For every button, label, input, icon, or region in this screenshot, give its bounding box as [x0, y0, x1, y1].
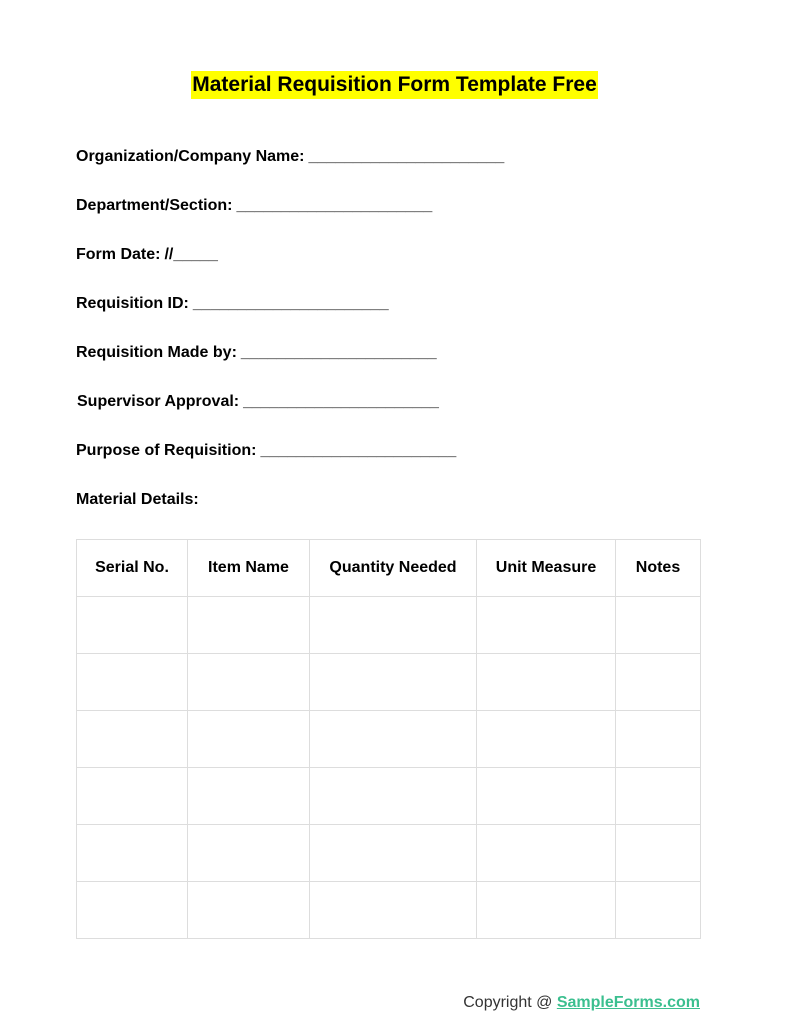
table-row — [77, 711, 701, 768]
table-row — [77, 597, 701, 654]
column-header-item-name: Item Name — [188, 540, 310, 597]
table-cell[interactable] — [77, 654, 188, 711]
field-requisition-id — [76, 294, 389, 314]
table-cell[interactable] — [188, 768, 310, 825]
table-cell[interactable] — [477, 882, 616, 939]
column-header-notes: Notes — [616, 540, 701, 597]
field-label: Requisition Made by: — [76, 344, 237, 361]
table-row — [77, 654, 701, 711]
table-cell[interactable] — [477, 597, 616, 654]
table-cell[interactable] — [188, 825, 310, 882]
column-header-serial-no: Serial No. — [77, 540, 188, 597]
field-blank[interactable]: ______________________ — [240, 344, 437, 361]
table-row — [77, 768, 701, 825]
table-cell[interactable] — [310, 768, 477, 825]
field-department — [76, 196, 432, 216]
field-form-date — [76, 245, 218, 265]
page-title: Material Requisition Form Template Free — [191, 71, 598, 99]
table-cell[interactable] — [616, 825, 701, 882]
table-cell[interactable] — [477, 825, 616, 882]
field-label: Organization/Company Name: — [76, 148, 305, 165]
field-label: Form Date: — [76, 246, 161, 263]
field-blank[interactable]: ______________________ — [260, 442, 457, 459]
table-cell[interactable] — [188, 597, 310, 654]
copyright-footer — [463, 993, 700, 1013]
table-cell[interactable] — [77, 825, 188, 882]
table-cell[interactable] — [616, 882, 701, 939]
table-cell[interactable] — [77, 711, 188, 768]
field-blank[interactable]: ______________________ — [192, 295, 389, 312]
table-cell[interactable] — [477, 711, 616, 768]
table-cell[interactable] — [310, 711, 477, 768]
field-label: Requisition ID: — [76, 295, 189, 312]
field-label: Department/Section: — [76, 197, 233, 214]
table-cell[interactable] — [77, 882, 188, 939]
table-cell[interactable] — [310, 654, 477, 711]
column-header-unit-measure: Unit Measure — [477, 540, 616, 597]
field-requisition-made-by — [76, 343, 437, 363]
table-row — [77, 882, 701, 939]
table-cell[interactable] — [616, 654, 701, 711]
brand-link[interactable]: SampleForms.com — [556, 994, 700, 1011]
field-blank[interactable]: ______________________ — [308, 148, 505, 165]
table-header-row — [77, 540, 701, 597]
table-cell[interactable] — [188, 882, 310, 939]
table-cell[interactable] — [310, 597, 477, 654]
section-label: Material Details: — [76, 491, 199, 508]
table-cell[interactable] — [477, 768, 616, 825]
field-supervisor-approval — [77, 392, 439, 412]
table-cell[interactable] — [310, 882, 477, 939]
field-blank[interactable]: //_____ — [164, 246, 218, 263]
material-details-heading — [76, 490, 199, 510]
table-cell[interactable] — [616, 597, 701, 654]
table-row — [77, 825, 701, 882]
column-header-quantity-needed: Quantity Needed — [310, 540, 477, 597]
field-label: Purpose of Requisition: — [76, 442, 257, 459]
table-cell[interactable] — [477, 654, 616, 711]
table-cell[interactable] — [616, 711, 701, 768]
field-blank[interactable]: ______________________ — [243, 393, 439, 410]
table-cell[interactable] — [77, 597, 188, 654]
title-container — [0, 71, 789, 99]
field-organization-name — [76, 147, 504, 167]
table-cell[interactable] — [310, 825, 477, 882]
table-cell[interactable] — [616, 768, 701, 825]
table-cell[interactable] — [77, 768, 188, 825]
field-purpose — [76, 441, 456, 461]
material-details-table — [76, 539, 701, 939]
table-cell[interactable] — [188, 654, 310, 711]
table-cell[interactable] — [188, 711, 310, 768]
field-label: Supervisor Approval: — [77, 393, 240, 410]
field-blank[interactable]: ______________________ — [236, 197, 433, 214]
copyright-text: Copyright @ — [463, 994, 557, 1011]
